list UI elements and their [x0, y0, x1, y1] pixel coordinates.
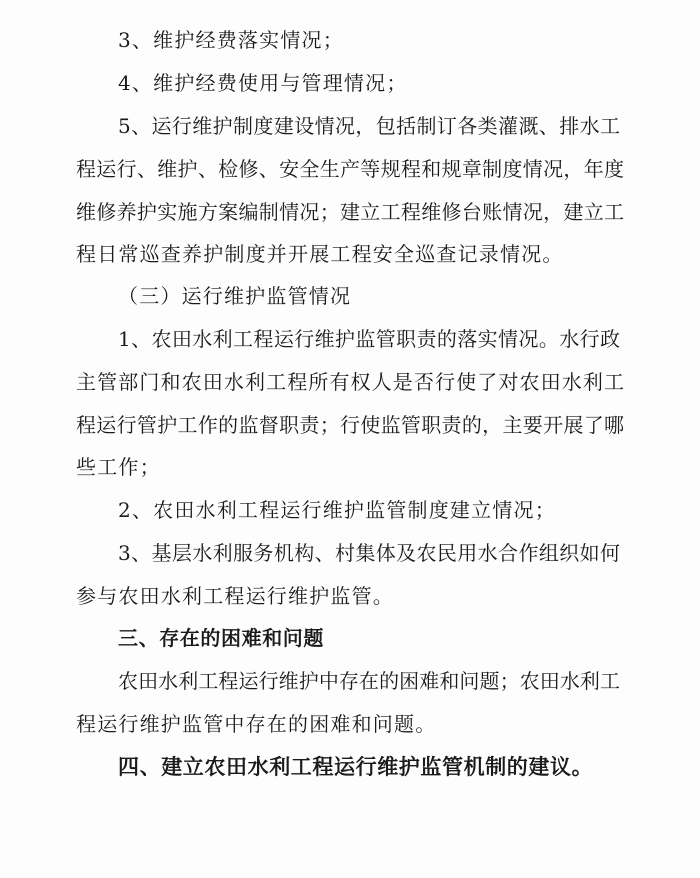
paragraph-grassroots-participation-line-1: 3、基层水利服务机构、村集体及农民用水合作组织如何 [118, 541, 620, 565]
paragraph-system-building-line-4: 程日常巡查养护制度并开展工程安全巡查记录情况。 [76, 242, 564, 266]
paragraph-supervision-duty-line-4: 些工作； [76, 455, 161, 479]
paragraph-system-building-line-1: 5、运行维护制度建设情况，包括制订各类灌溉、排水工 [118, 114, 620, 138]
paragraph-funds-usage: 4、维护经费使用与管理情况； [118, 71, 408, 95]
section-heading-suggestions: 四、建立农田水利工程运行维护监管机制的建议。 [118, 755, 594, 779]
paragraph-supervision-duty-line-1: 1、农田水利工程运行维护监管职责的落实情况。水行政 [118, 327, 620, 351]
subsection-heading-supervision: （三）运行维护监管情况 [118, 284, 352, 308]
section-heading-difficulties: 三、存在的困难和问题 [118, 626, 324, 650]
paragraph-supervision-duty-line-2: 主管部门和农田水利工程所有权人是否行使了对农田水利工 [76, 370, 624, 394]
paragraph-supervision-duty-line-3: 程运行管护工作的监督职责；行使监管职责的，主要开展了哪 [76, 413, 624, 437]
paragraph-difficulties-line-1: 农田水利工程运行维护中存在的困难和问题；农田水利工 [118, 669, 620, 693]
paragraph-maintenance-funds: 3、维护经费落实情况； [118, 28, 344, 52]
paragraph-supervision-system: 2、农田水利工程运行维护监管制度建立情况； [118, 498, 556, 522]
paragraph-grassroots-participation-line-2: 参与农田水利工程运行维护监管。 [76, 584, 394, 608]
paragraph-system-building-line-3: 维修养护实施方案编制情况；建立工程维修台账情况，建立工 [76, 200, 624, 224]
paragraph-difficulties-line-2: 程运行维护监管中存在的困难和问题。 [76, 712, 437, 736]
paragraph-system-building-line-2: 程运行、维护、检修、安全生产等规程和规章制度情况，年度 [76, 157, 624, 181]
